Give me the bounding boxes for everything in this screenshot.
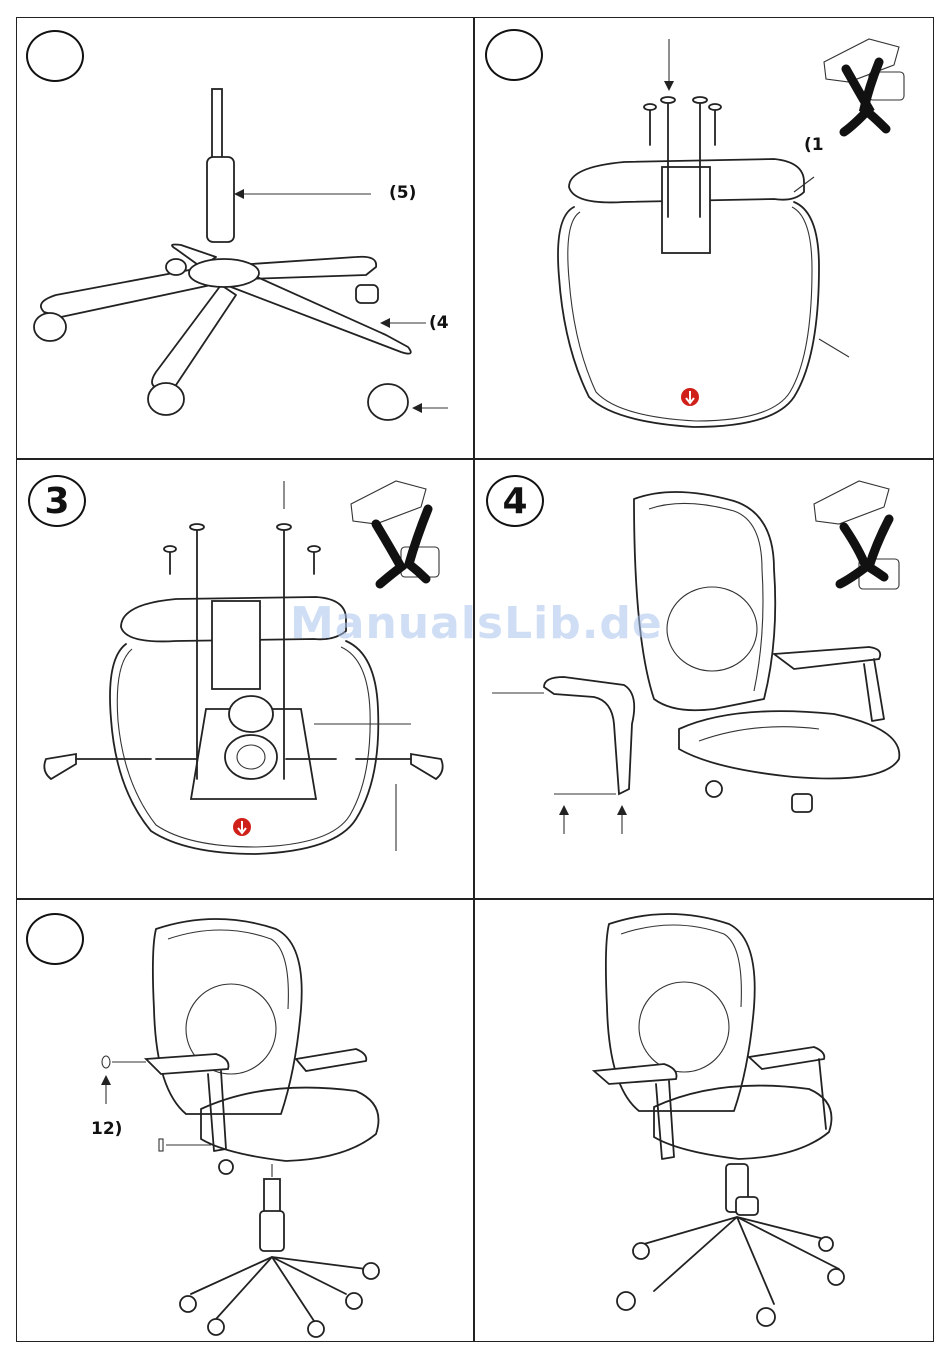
part-label-12: 12)	[91, 1119, 123, 1139]
cross-icon	[840, 519, 889, 584]
drill-icon	[824, 39, 904, 100]
panel-step-1	[16, 17, 473, 458]
seat-to-base-illustration	[16, 899, 473, 1341]
watermark-text: ManualsLib.de	[290, 598, 663, 649]
assembled-chair-illustration	[474, 899, 934, 1341]
armrest-side-illustration	[474, 459, 934, 898]
panel-completed-chair	[474, 899, 934, 1341]
armrest-attachment-illustration	[16, 459, 473, 898]
panel-step-4	[474, 459, 934, 898]
seat-mechanism-illustration	[474, 17, 934, 458]
part-label-5: (5)	[389, 183, 417, 203]
part-label-4: (4	[429, 313, 449, 333]
step-number-circle: 3	[28, 475, 86, 527]
panel-step-5	[16, 899, 473, 1341]
cross-icon	[844, 62, 886, 132]
step-number-circle: 4	[486, 475, 544, 527]
part-label-1: (1	[804, 135, 824, 155]
panel-step-3	[16, 459, 473, 898]
panel-step-2	[474, 17, 934, 458]
base-and-gas-lift-illustration	[16, 17, 473, 458]
